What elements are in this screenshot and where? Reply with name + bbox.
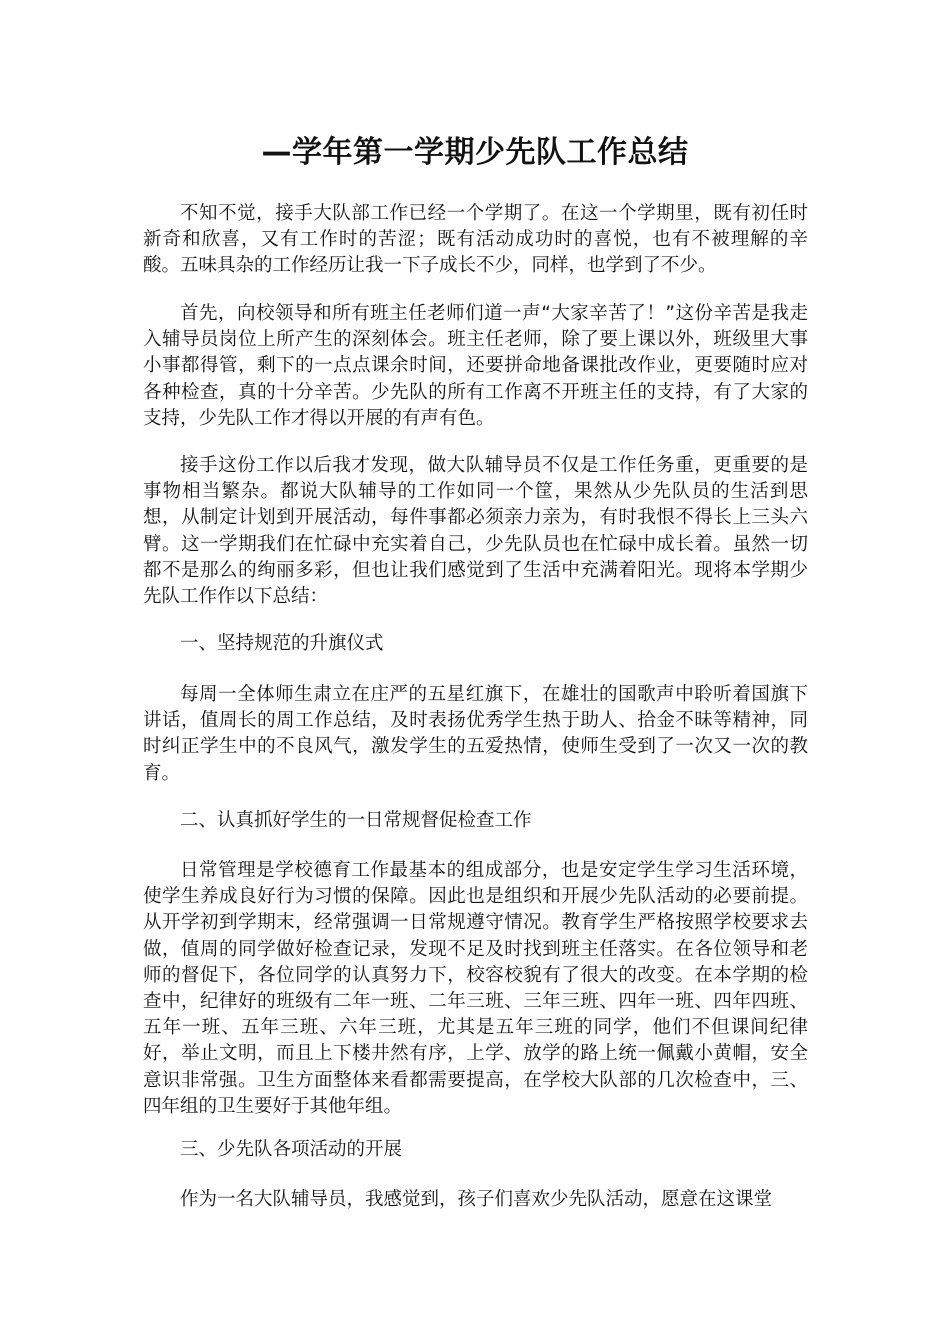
paragraph-intro: 不知不觉，接手大队部工作已经一个学期了。在这一个学期里，既有初任时新奇和欣喜，又有工作时的苦涩；既有活动成功时的喜悦，也有不被理解的辛酸。五味具杂的工作经历让我一下子成长不少，同样，也学到了不少。: [143, 203, 808, 277]
section-heading-activities: 三、少先队各项活动的开展: [180, 1139, 403, 1160]
paragraph-overview: 接手这份工作以后我才发现，做大队辅导员不仅是工作任务重，更重要的是事物相当繁杂。都说大队辅导的工作如同一个筐，果然从少先队员的生活到思想，从制定计划到开展活动，每件事都必须亲力亲为，有时我恨不得长上三头六臂。这一学期我们在忙碌中充实着自己，少先队员也在忙碌中成长着。虽然一切都不是那么的绚丽多彩，但也让我们感觉到了生活中充满着阳光。现将本学期少先队工作作以下总结：: [143, 455, 808, 608]
section-heading-flag-ceremony: 一、坚持规范的升旗仪式: [180, 633, 384, 654]
section-heading-daily-routine: 二、认真抓好学生的一日常规督促检查工作: [180, 810, 532, 831]
paragraph-thanks: 首先，向校领导和所有班主任老师们道一声“大家辛苦了！”这份辛苦是我走入辅导员岗位上所产生的深刻体会。班主任老师，除了要上课以外，班级里大事小事都得管，剩下的一点点课余时间，还要拼命地备课批改作业，更要随时应对各种检查，真的十分辛苦。少先队的所有工作离不开班主任的支持，有了大家的支持，少先队工作才得以开展的有声有色。: [143, 303, 808, 429]
paragraph-flag-ceremony: 每周一全体师生肃立在庄严的五星红旗下，在雄壮的国歌声中聆听着国旗下讲话，值周长的周工作总结，及时表扬优秀学生热于助人、拾金不昧等精神，同时纠正学生中的不良风气，激发学生的五爱热情，使师生受到了一次又一次的教育。: [143, 684, 808, 784]
document-title: —学年第一学期少先队工作总结: [261, 135, 689, 170]
paragraph-activities: 作为一名大队辅导员，我感觉到，孩子们喜欢少先队活动，愿意在这课堂: [180, 1189, 773, 1210]
paragraph-daily-routine: 日常管理是学校德育工作最基本的组成部分，也是安定学生学习生活环境，使学生养成良好行为习惯的保障。因此也是组织和开展少先队活动的必要前提。从开学初到学期末，经常强调一日常规遵守情况。教育学生严格按照学校要求去做，值周的同学做好检查记录，发现不足及时找到班主任落实。在各位领导和老师的督促下，各位同学的认真努力下，校容校貌有了很大的改变。在本学期的检查中，纪律好的班级有二年一班、二年三班、三年三班、四年一班、四年四班、五年一班、五年三班、六年三班，尤其是五年三班的同学，他们不但课间纪律好，举止文明，而且上下楼井然有序，上学、放学的路上统一佩戴小黄帽，安全意识非常强。卫生方面整体来看都需要提高，在学校大队部的几次检查中，三、四年组的卫生要好于其他年组。: [143, 860, 808, 1117]
